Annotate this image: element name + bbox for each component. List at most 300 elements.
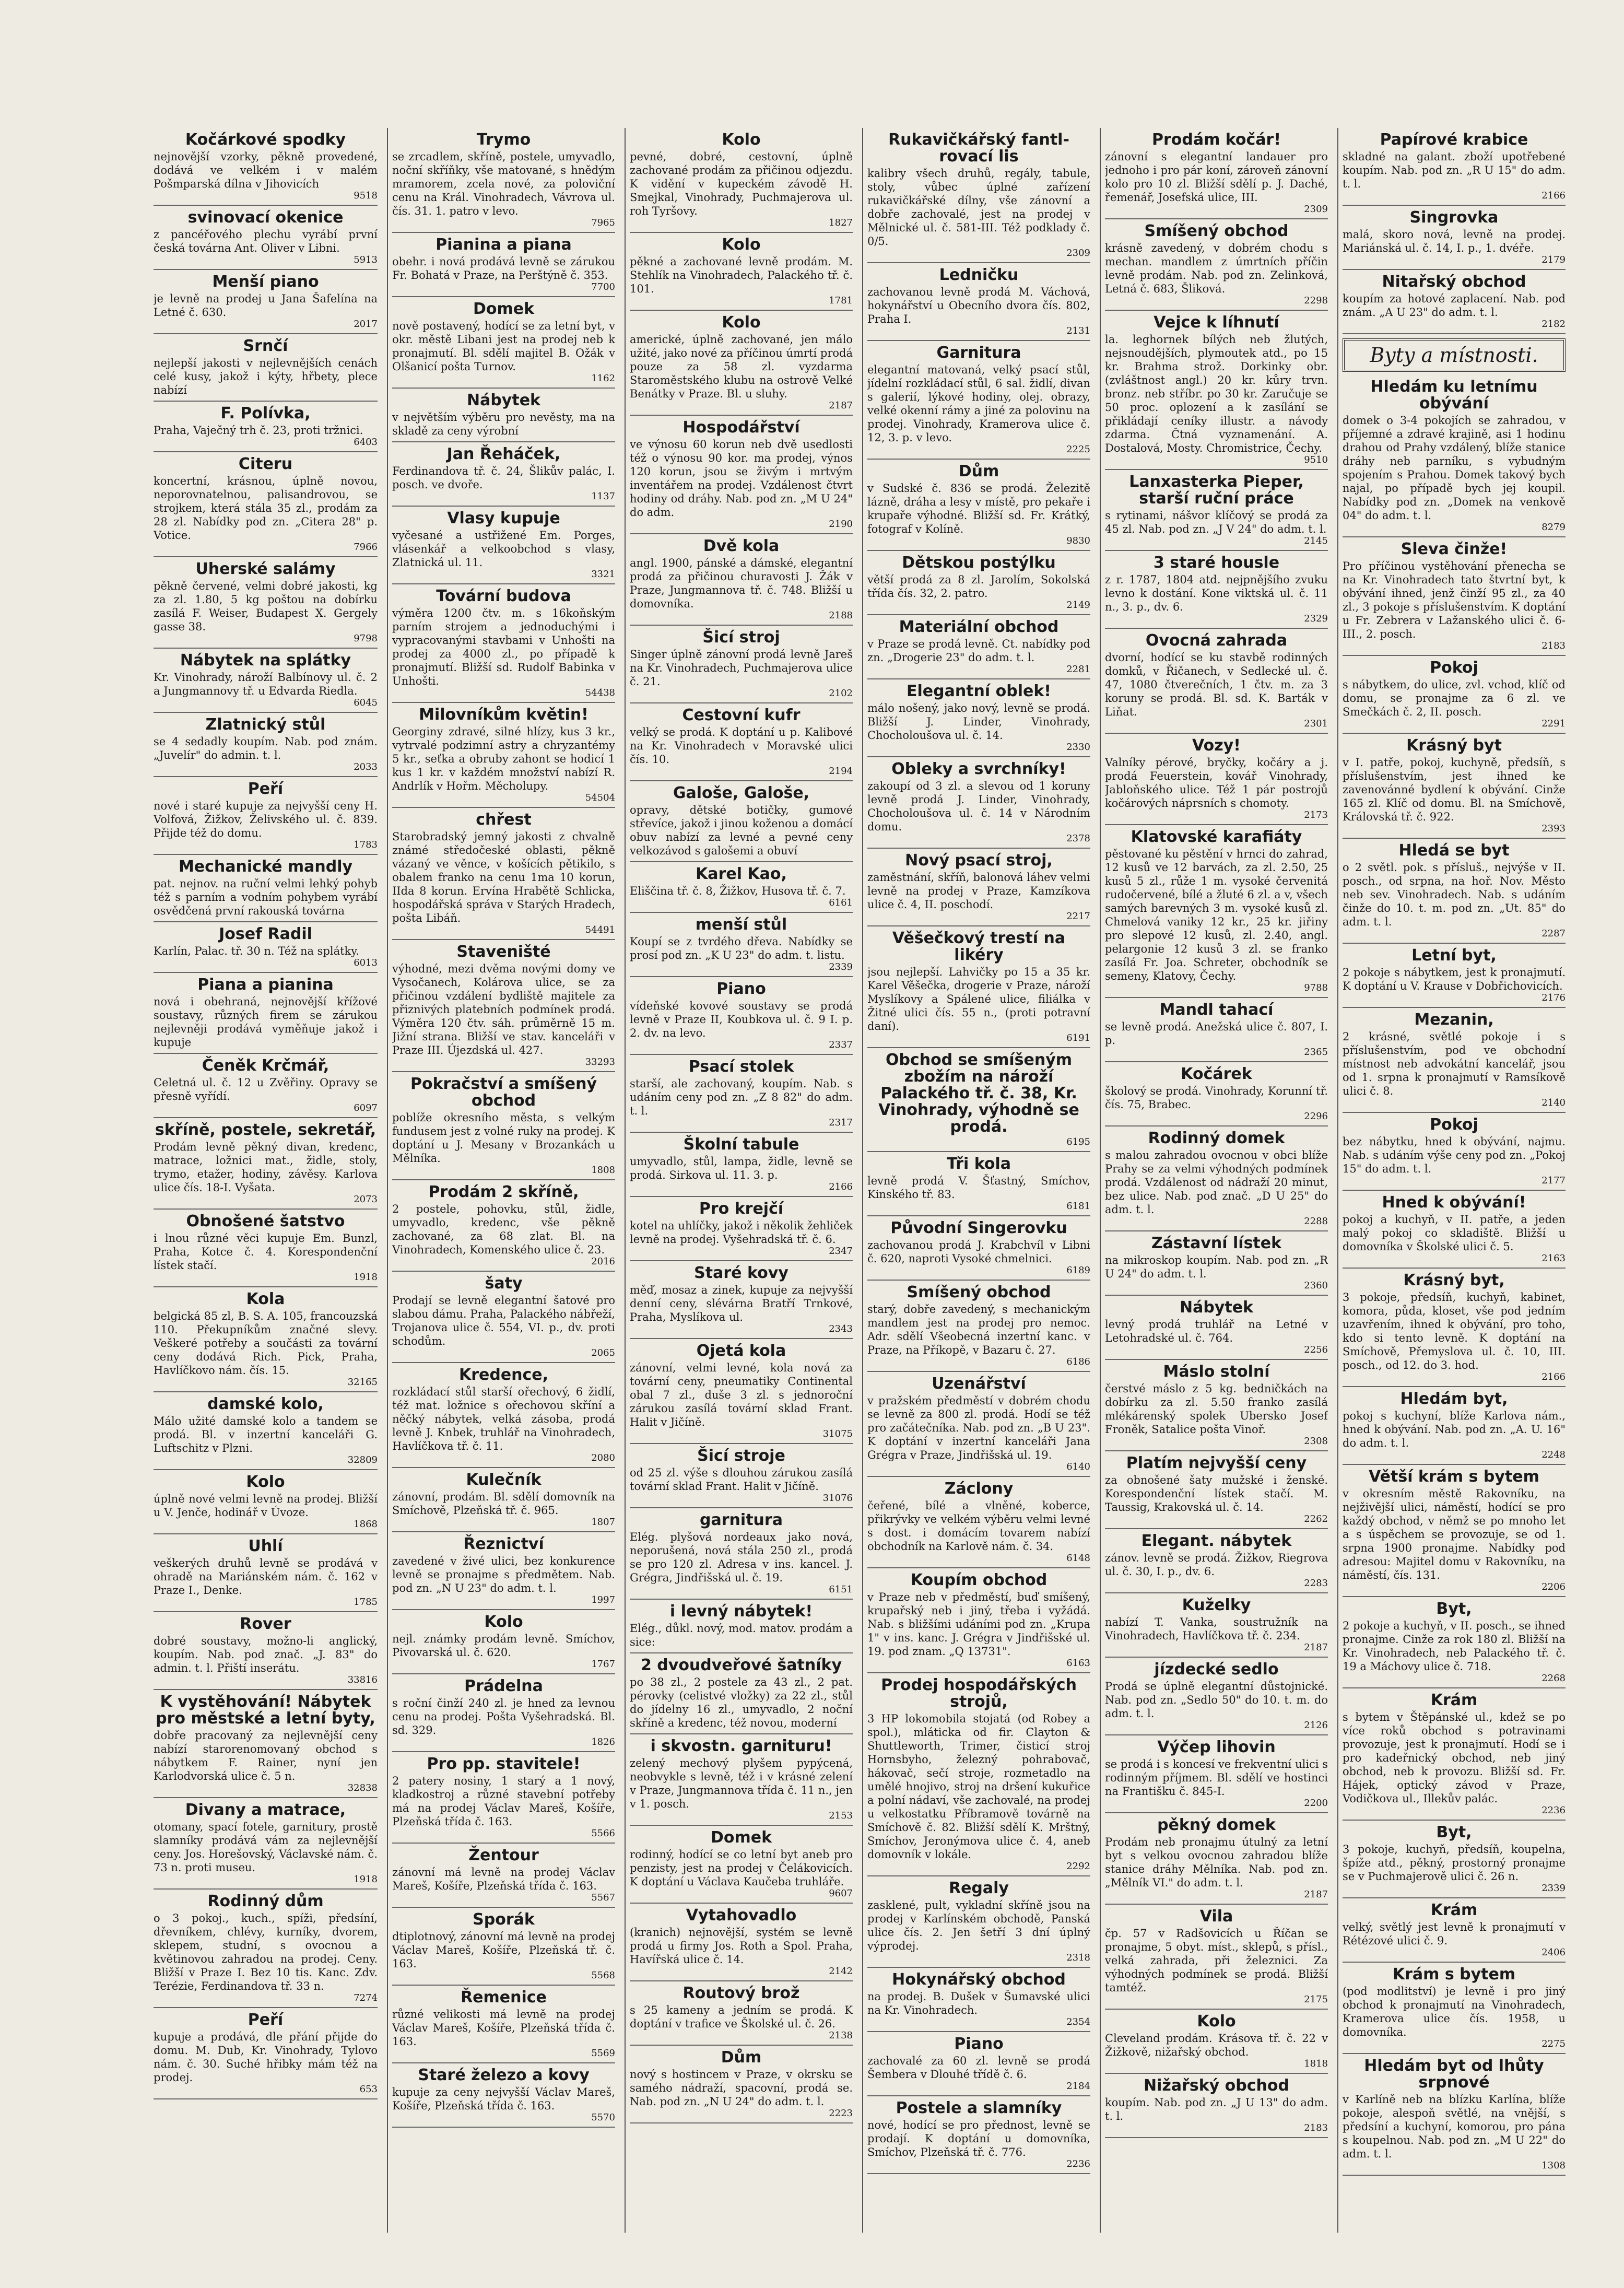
- classified-ad: [154, 1534, 378, 1612]
- ad-text: Elég., důkl. nový, mod. matov. prodám a sice:: [630, 1622, 853, 1648]
- ad-heading: Tři kola: [947, 1155, 1011, 1173]
- ad-text: Praha, Vaječný trh č. 23, proti tržnici.: [154, 424, 363, 437]
- ad-text: v okresním městě Rakovníku, na nejživější ulici, náměstí, hodící se pro každý obchod, v němž se po mnoho let a s úspěchem se provozuje, se od 1. srpna 1900 pronajme. Nabídky pod adresou: Majitel domu v Rakovníku, na náměstí, čís. 131.: [1343, 1487, 1566, 1581]
- classified-ad: [392, 1363, 615, 1468]
- classified-ad: [630, 913, 853, 977]
- ad-number: 2183: [1304, 2122, 1328, 2133]
- ad-heading: Elegant. nábytek: [1141, 1532, 1292, 1550]
- ad-number: 54491: [585, 924, 615, 935]
- ad-text: se levně prodá. Anežská ulice č. 807, I. p.: [1105, 1020, 1328, 1047]
- classified-ad: [154, 206, 378, 270]
- ad-heading: Dům: [721, 2048, 762, 2067]
- ad-heading: Cestovní kufr: [682, 706, 801, 724]
- ad-text: Cleveland prodám. Krásova tř. č. 22 v Žižkově, nižařský obchod.: [1105, 2032, 1328, 2058]
- classified-ad: [867, 1372, 1090, 1477]
- ad-text: pat. nejnov. na ruční velmi lehký pohyb též s parním a vodním pohybem vyrábí osvědčená první rakouská továrna: [154, 877, 378, 917]
- ad-number: 2291: [1541, 718, 1566, 729]
- ad-heading: Kolo: [484, 1613, 523, 1631]
- ad-heading: Krám s bytem: [1392, 1965, 1516, 1984]
- ad-text: v Praze neb v předměstí, buď smíšený, krupařský neb i jiný, třeba i vyžádá. Nab. s bližšími udáními pod zn. „Krupa 1" v ins. kanc. J. Grégra v Jindřišské ul. 19. pod znam. „Q 13731".: [867, 1591, 1090, 1658]
- ad-heading: Záclony: [944, 1480, 1014, 1498]
- ad-heading: Ojetá kola: [696, 1342, 786, 1360]
- ad-number: 33293: [585, 1057, 615, 1067]
- ad-number: 2378: [1066, 833, 1090, 844]
- ad-heading: Vytahovadlo: [686, 1906, 797, 1925]
- ad-number: 2236: [1541, 1805, 1566, 1816]
- classified-ad: [630, 128, 853, 233]
- ad-number: 1781: [829, 295, 853, 306]
- ad-number: 2354: [1066, 2016, 1090, 2027]
- ad-number: 2126: [1304, 1720, 1328, 1731]
- ad-text: výměra 1200 čtv. m. s 16koňským parním strojem a jednoduchými i vypracovanými stavbami v Unhošti na prodej za 4000 zl., po případě k pronajmutí. Bližší sd. Rudolf Babinka v Unhošti.: [392, 607, 615, 687]
- ad-heading: Smíšený obchod: [1144, 222, 1289, 240]
- ad-heading: Hokynářský obchod: [892, 1970, 1066, 1989]
- ad-text: Koupí se z tvrdého dřeva. Nabídky se prosí pod zn. „K U 23" do adm. t. listu.: [630, 935, 853, 961]
- ad-text: levný prodá truhlář na Letné v Letohradské ul. č. 764.: [1105, 1318, 1328, 1344]
- ad-heading: Hned k obývání!: [1382, 1193, 1526, 1212]
- ad-text: zasklené, pult, vykladní skříně jsou na prodej v Karlínském obchodě, Panská ulice čís. 2. Jen šetří 3 dní úplný výprodej.: [867, 1899, 1090, 1952]
- ad-heading: Kredence,: [458, 1366, 549, 1384]
- ad-heading: Vozy!: [1192, 736, 1241, 755]
- classified-ad: [1105, 998, 1328, 1062]
- classified-ad: [630, 977, 853, 1055]
- ad-number: 5568: [591, 1970, 615, 1981]
- ad-text: měď, mosaz a zinek, kupuje za nejvyšší denní ceny, slévárna Bratří Trnkové, Praha, Myslíkova ul.: [630, 1284, 853, 1323]
- ad-number: 32838: [347, 1782, 378, 1793]
- ad-text: la. leghornek bílých neb žlutých, nejsnoudějších, plymoutek atd., po 15 kr. Brahma strož. Dorkinky obr. (zvláštnost angl.) 20 kr. kůry trvn. bronz. neb stříbr. po 30 kr. Zaručuje se 50 proc. oplození a k zasílání se přikládají ceníky illustr. a návody zdarma. Čtná vyznamenání. A. Dostalová, Mosty. Chromistrice, Čechy.: [1105, 333, 1328, 454]
- ad-number: 2194: [829, 766, 853, 777]
- ad-text: kupuje za ceny nejvyšší Václav Mareš, Košíře, Plzeňská třída č. 163.: [392, 2086, 615, 2112]
- ad-text: málo nošený, jako nový, levně se prodá. Bližší J. Linder, Vinohrady, Chocholoušova ul. č. 14.: [867, 702, 1090, 742]
- classified-ad: [392, 442, 615, 507]
- ad-number: 2343: [829, 1323, 853, 1334]
- classified-ad: [1105, 551, 1328, 629]
- ad-number: 2073: [354, 1194, 378, 1205]
- ad-heading: damské kolo,: [207, 1395, 324, 1413]
- classified-ad: [1105, 311, 1328, 470]
- ad-column: [1100, 128, 1332, 2233]
- ad-heading: Zástavní lístek: [1151, 1234, 1282, 1252]
- ad-heading: chřest: [476, 811, 532, 829]
- ad-text: bez nábytku, hned k obývání, najmu. Nab. s udáním výše ceny pod zn. „Pokoj 15" do adm. t. l.: [1343, 1135, 1566, 1175]
- ad-heading: Psací stolek: [688, 1058, 794, 1076]
- ad-text: elegantní matovaná, velký psací stůl, jídelní rozkládací stůl, 6 sal. židlí, divan s galerií, lýkové hodiny, olej. obrazy, velké okenní rámy a jiné za polovinu na prodej. Vinohrady, Kramerova ulice č. 12, 3. p. v levo.: [867, 363, 1090, 444]
- ad-heading: Kolo: [246, 1473, 285, 1491]
- ad-text: Ferdinandova tř. č. 24, Šlikův palác, I. posch. ve dvoře.: [392, 465, 615, 491]
- ad-number: 5570: [591, 2112, 615, 2123]
- ad-number: 9510: [1304, 454, 1328, 465]
- classified-ad: [392, 233, 615, 297]
- ad-text: se 4 sedadly koupím. Nab. pod znám. „Juvelír" do admin. t. l.: [154, 735, 378, 761]
- ad-heading: Kuželky: [1182, 1596, 1251, 1614]
- ad-heading: Školní tabule: [683, 1135, 799, 1154]
- ad-number: 32165: [347, 1377, 378, 1388]
- ad-text: v Karlíně neb na blízku Karlína, blíže pokoje, alespoň světlé, na vnější, s předsíní a kuchyní, komorou, pro pána s koupelnou. Nab. pod zn. „M U 22" do adm. t. l.: [1343, 2093, 1566, 2160]
- ad-column: [387, 128, 619, 2233]
- ad-number: 2142: [829, 1966, 853, 1977]
- ad-text: krásně zavedený, v dobrém chodu s mechan. mandlem z úmrtních příčin levně prodám. Nab. pod zn. Zelinková, Letná č. 683, Šliková.: [1105, 242, 1328, 295]
- ad-heading: Nábytek: [1179, 1298, 1254, 1317]
- ad-heading: svinovací okenice: [187, 208, 344, 227]
- classified-ad: [392, 1272, 615, 1363]
- ad-number: 2283: [1304, 1578, 1328, 1589]
- ad-number: 2184: [1066, 2081, 1090, 2092]
- ad-text: zánovní, velmi levné, kola nová za tovární ceny, pneumatiky Continental obal 7 zl., duše 3 zl. s jednoroční zárukou zasílá tovární sklad Frant. Halit v Jičíně.: [630, 1362, 853, 1428]
- ad-text: o 3 pokoj., kuch., spíži, předsíní, dřevníkem, chlévy, kurníky, dvorem, sklepem, studní, s ovocnou a květinovou zahradou na prodej. Ceny. Bližší v Praze I. Bez 10 tis. Kanc. Zdv. Terézie, Ferdinandova tř. 33 n.: [154, 1912, 378, 1992]
- ad-text: pevné, dobré, cestovní, úplně zachované prodám za přičinou odjezdu. K vidění v kupeckém závodě H. Smejkal, Vinohrady, Puchmajerova ul. roh Tyršovy.: [630, 150, 853, 217]
- ad-heading: Máslo stolní: [1163, 1363, 1270, 1381]
- ad-heading: Domek: [710, 1828, 772, 1847]
- ad-number: 2166: [829, 1181, 853, 1192]
- ad-heading: Nižařský obchod: [1143, 2076, 1289, 2095]
- ad-text: školový se prodá. Vinohrady, Korunní tř. čís. 75, Brabec.: [1105, 1085, 1328, 1111]
- classified-ad: [392, 1908, 615, 1986]
- ad-text: nejlepší jakosti v nejlevnějších cenách celé kusy, jakož i kýty, hřbety, plece nabízí: [154, 357, 378, 396]
- ad-heading: Platím nejvyšší ceny: [1126, 1454, 1307, 1472]
- ad-heading: Nábytek: [466, 391, 541, 409]
- ad-number: 2173: [1304, 809, 1328, 820]
- classified-ad: [867, 926, 1090, 1048]
- ad-heading: Uhlí: [248, 1537, 283, 1555]
- ad-heading: šaty: [485, 1274, 523, 1293]
- ad-heading: Piano: [954, 2035, 1004, 2053]
- ad-number: 1818: [1304, 2058, 1328, 2069]
- ad-number: 2298: [1304, 295, 1328, 306]
- ad-number: 2365: [1304, 1047, 1328, 1058]
- classified-ad: [630, 1653, 853, 1734]
- ad-number: 2248: [1541, 1449, 1566, 1460]
- ad-heading: Sporák: [473, 1910, 535, 1929]
- ad-number: 2292: [1066, 1861, 1090, 1872]
- classified-ad: [154, 649, 378, 713]
- ad-heading: Peří: [248, 2011, 284, 2029]
- ad-heading: Koupím obchod: [910, 1571, 1048, 1589]
- ad-text: je levně na prodej u Jana Šafelína na Letné č. 630.: [154, 292, 378, 319]
- ad-text: úplně nové velmi levně na prodej. Bližší u V. Jenče, hodinář v Úvoze.: [154, 1493, 378, 1519]
- ad-number: 54438: [585, 687, 615, 698]
- classified-ad: [1343, 1963, 1566, 2054]
- ad-heading: Hospodářství: [682, 418, 800, 437]
- classified-ad: [630, 416, 853, 534]
- ad-text: domek o 3-4 pokojích se zahradou, v příjemné a zdravé krajině, asi 1 hodinu drahou od Prahy vzdálený, blíže stanice dráhy neb parníku, s vybudným spojením s Prahou. Domek takový bych najal, po případě bych jej koupil. Nabídky pod zn. „Domek na venkově 04" do adm. t. l.: [1343, 414, 1566, 522]
- ad-heading: Galoše, Galoše,: [673, 784, 810, 802]
- ad-heading: Staré železo a kovy: [418, 2066, 590, 2084]
- ad-number: 2166: [1541, 190, 1566, 201]
- ad-number: 2360: [1304, 1280, 1328, 1291]
- ad-text: v I. patře, pokoj, kuchyně, předsíň, s příslušenstvím, jest ihned ke zavenovánné bydlení k obývání. Cinže 165 zl. Klíč od domu. Bl. na Smíchově, Královská tř. č. 922.: [1343, 756, 1566, 823]
- ad-text: starší, ale zachovaný, koupím. Nab. s udáním ceny pod zn. „Z 8 82" do adm. t. l.: [630, 1077, 853, 1117]
- classified-ad: [392, 703, 615, 808]
- classified-ad: [867, 1673, 1090, 1876]
- ad-number: 9830: [1066, 535, 1090, 546]
- ad-heading: Milovníkům květin!: [419, 706, 589, 724]
- ad-heading: Kočárek: [1181, 1065, 1252, 1083]
- ad-heading: Mezanin,: [1414, 1011, 1494, 1029]
- ad-number: 6181: [1066, 1201, 1090, 1212]
- ad-heading: Kola: [246, 1290, 285, 1308]
- ad-number: 8279: [1541, 522, 1566, 533]
- ad-text: zachovanou levně prodá M. Váchová, hokynářství u Obecního dvora čís. 802, Praha I.: [867, 286, 1090, 325]
- ad-heading: garnitura: [700, 1511, 783, 1529]
- ad-heading: Prodej hospodářských strojů,: [881, 1676, 1077, 1711]
- ad-heading: Obchod se smíšeným zbožím na nároží Palackého tř. č. 38, Kr. Vinohrady, výhodně se prodá.: [878, 1051, 1079, 1136]
- ad-text: čerstvé máslo z 5 kg. bedničkách na dobírku za zl. 5.50 franko zasílá mlékárenský spolek Ubersko Josef Froněk, Satalice pošta Vinoř.: [1105, 1382, 1328, 1436]
- ad-text: v Sudské č. 836 se prodá. Železitě lázně, dráha a lesy v místě, pro pekaře i krupaře výhodné. Bližší sd. Fr. Krátký, fotograf v Kolíně.: [867, 482, 1090, 535]
- ad-text: Elég. plyšová nordeaux jako nová, neporušená, nová stála 250 zl., prodá se pro 120 zl. Adresa v ins. kancel. J. Grégra, Jindřišská ul. č. 19.: [630, 1531, 853, 1584]
- ad-heading: Krám: [1430, 1691, 1478, 1709]
- ad-heading: Garnitura: [936, 344, 1021, 362]
- ad-text: nová i obehraná, nejnovější křížové soustavy, různých firem se zárukou nejlevněji prodává vyměňuje jakož i kupuje: [154, 995, 378, 1049]
- ad-text: 3 pokoje, předsíň, kuchyň, kabinet, komora, půda, kloset, vše pod jedním uzavřením, ihned k obývání, pro toho, kdo si tento levně. K doptání na Smíchově, Přemyslova ul. č. 10, III. posch., od 12. do 3. hod.: [1343, 1291, 1566, 1371]
- ad-heading: F. Polívka,: [220, 404, 311, 423]
- classified-ad: [867, 757, 1090, 849]
- ad-number: 33816: [347, 1674, 378, 1685]
- ad-number: 2206: [1541, 1581, 1566, 1592]
- ad-text: nejnovější vzorky, pěkně provedené, dodává ve velkém i v malém Pošmparská dílna v Jihovicích: [154, 150, 378, 190]
- ad-number: 2065: [591, 1347, 615, 1358]
- classified-ad: [154, 1054, 378, 1118]
- classified-ad: [392, 940, 615, 1072]
- ad-text: Prodají se levně elegantní šatové pro slabou dámu. Praha, Palackého nábřeží, Trojanova ulice č. 554, VI. p., dv. proti schodům.: [392, 1294, 615, 1347]
- classified-ad: [630, 1826, 853, 1904]
- classified-ad: [1343, 206, 1566, 270]
- classified-ad: [1343, 656, 1566, 734]
- ad-text: Eliščina tř. č. 8, Žižkov, Husova tř. č. 7.: [630, 885, 846, 897]
- ad-text: zakoupí od 3 zl. a slevou od 1 koruny levně prodá J. Linder, Vinohrady, Chocholoušova ul. č. 14 v Národním domu.: [867, 780, 1090, 833]
- ad-heading: Nitařský obchod: [1382, 273, 1526, 291]
- ad-number: 2275: [1541, 2038, 1566, 2049]
- ad-number: 6186: [1066, 1356, 1090, 1367]
- ad-heading: Rover: [240, 1615, 291, 1633]
- ad-text: 2 pokoje s nábytkem, jest k pronajmutí. K doptání u V. Krause v Dobřichovicích.: [1343, 966, 1566, 992]
- ad-heading: Singrovka: [1409, 208, 1499, 227]
- classified-ad: [1343, 1688, 1566, 1821]
- ad-number: 2347: [829, 1246, 853, 1257]
- classified-ad: [154, 1612, 378, 1690]
- ad-text: velký se prodá. K doptání u p. Kalibové na Kr. Vinohradech v Moravské ulici čís. 10.: [630, 726, 853, 766]
- ad-heading: Prodám 2 skříně,: [428, 1183, 579, 1201]
- ad-heading: Dvě kola: [703, 537, 780, 555]
- ad-text: zachovanou prodá J. Krabchvíl v Libni č. 620, naproti Vysoké chmelnici.: [867, 1239, 1090, 1265]
- ad-heading: Rukavičkářský fantl-rovací lis: [888, 131, 1069, 166]
- ad-number: 1308: [1541, 2160, 1566, 2171]
- ad-number: 2187: [829, 400, 853, 411]
- classified-ad: [154, 713, 378, 777]
- ad-text: vídeňské kovové soustavy se prodá levně v Praze II, Koubkova ul. č. 9 I. p. 2. dv. na levo.: [630, 1000, 853, 1039]
- ad-number: 1785: [354, 1597, 378, 1608]
- ad-number: 2339: [1541, 1883, 1566, 1894]
- classified-ad: [1343, 1191, 1566, 1269]
- classified-ad: [630, 311, 853, 416]
- ad-heading: Uherské salámy: [195, 560, 336, 578]
- classified-ad: [1105, 1529, 1328, 1593]
- ad-heading: Zlatnický stůl: [205, 715, 326, 734]
- classified-ad: [392, 808, 615, 940]
- ad-heading: Krásný byt,: [1403, 1271, 1505, 1289]
- classified-ad: [867, 1568, 1090, 1673]
- ad-heading: Routový brož: [682, 1984, 800, 2002]
- ad-text: rodinný, hodící se co letní byt aneb pro penzisty, jest na prodej v Čelákovicích. K doptání u Václava Kaučeba truhláře.: [630, 1848, 853, 1888]
- ad-text: se prodá i s koncesí ve frekventní ulici s rodinným příjmem. Bl. sdělí ve hostinci na Františku č. 845-I.: [1105, 1758, 1328, 1798]
- ad-number: 9518: [354, 190, 378, 201]
- classified-ad: [630, 1055, 853, 1133]
- ad-text: dobré soustavy, možno-li anglický, koupím. Nab. pod znač. „J. 83" do admin. t. l. Přiští inserátu.: [154, 1635, 378, 1674]
- classified-ad: [1343, 270, 1566, 334]
- ad-heading: Srnčí: [243, 337, 288, 355]
- ad-heading: Hledám ku letnímu obývání: [1370, 378, 1538, 413]
- ad-heading: Josef Radil: [219, 925, 312, 943]
- ad-heading: Kolo: [1197, 2012, 1236, 2031]
- ad-number: 2179: [1541, 254, 1566, 265]
- ad-number: 2309: [1304, 204, 1328, 215]
- ad-heading: Kočárkové spodky: [185, 131, 346, 149]
- classified-ad: [154, 1798, 378, 1890]
- ad-number: 2339: [829, 961, 853, 972]
- ad-heading: Dětskou postýlku: [902, 554, 1056, 572]
- ad-number: 6403: [354, 437, 378, 448]
- classified-ad: [1105, 1593, 1328, 1658]
- ad-heading: Pokračství a smíšený obchod: [410, 1075, 597, 1110]
- classified-ad: [630, 1600, 853, 1653]
- classified-ad: [1105, 1905, 1328, 2010]
- classified-ad: [630, 1261, 853, 1339]
- classified-ad: [630, 626, 853, 703]
- ad-heading: Mechanické mandly: [178, 858, 353, 876]
- ad-text: pěstované ku pěstění v hrnci do zahrad, 12 kusů ve 12 barvách, za zl. 2.50, 25 kusů 5 zl., růže 1 m. vysoké červenitá rudočervené, bílé a žluté 6 zl. a v, všech samých barevných 3 m. vysoké kusů zl. Chmelová vaniky 12 kr., 25 kr. jiřiny pro slepové 12 kusů, zl. 2.40, angl. pelargonie 12 kusů 3 zl. se franko zasílá Fr. Joa. Schreter, obchodník se semeny, Klatovy, Čechy.: [1105, 848, 1328, 982]
- ad-heading: Vlasy kupuje: [447, 509, 560, 527]
- ad-heading: Citeru: [238, 455, 293, 473]
- ad-heading: Lanxasterka Pieper, starší ruční práce: [1129, 473, 1304, 508]
- classified-ad: [392, 2063, 615, 2128]
- ad-number: 5567: [591, 1892, 615, 1903]
- ad-text: pěkné a zachované levně prodám. M. Stehlík na Vinohradech, Palackého tř. č. 101.: [630, 255, 853, 295]
- classified-ad: [392, 1844, 615, 1908]
- ad-heading: Staré kovy: [694, 1264, 789, 1282]
- ad-column: [1337, 128, 1570, 2233]
- classified-ad: [1343, 944, 1566, 1008]
- ad-text: v Praze se prodá levně. Ct. nabídky pod zn. „Drogerie 23" do adm. t. l.: [867, 638, 1090, 664]
- classified-ad: [154, 1392, 378, 1470]
- classified-ad: [1343, 1465, 1566, 1597]
- ad-heading: Obleky a svrchníky!: [891, 760, 1066, 778]
- ad-text: zánov. levně se prodá. Žižkov, Riegrova ul. č. 30, I. p., dv. 6.: [1105, 1552, 1328, 1578]
- ad-number: 5569: [591, 2048, 615, 2059]
- ad-text: 2 patery nosiny, 1 starý a 1 nový, kladkostroj a různé stavební potřeby má na prodej Václav Mareš, Košíře, Plzeňská třída č. 163.: [392, 1775, 615, 1828]
- ad-text: ve výnosu 60 korun neb dvě usedlosti též o výnosu 90 kor. ma prodej, výnos 120 korun, jsou se živým i mrtvým inventářem na prodej. Vzdálenost čtvrt hodiny od dráhy. Nab. pod zn. „M U 24" do adm.: [630, 438, 853, 519]
- ad-text: s nábytkem, do ulice, zvl. vchod, klíč od domu, se pronajme za 6 zl. ve Smečkách č. 2, II. posch.: [1343, 678, 1566, 718]
- ad-number: 2102: [829, 688, 853, 699]
- ad-heading: Obnošené šatstvo: [186, 1212, 345, 1230]
- ad-text: obehr. i nová prodává levně se zárukou Fr. Bohatá v Praze, na Perštýně č. 353.: [392, 255, 615, 281]
- ad-text: z r. 1787, 1804 atd. nejpnějšího zvuku levno k dostání. Kone viktská ul. č. 11 n., 3. p., dv. 6.: [1105, 573, 1328, 613]
- ad-number: 2288: [1304, 1216, 1328, 1227]
- ad-number: 31076: [822, 1493, 853, 1504]
- ad-text: Prodá se úplně elegantní důstojnické. Nab. pod zn. „Sedlo 50" do 10. t. m. do adm. t. l.: [1105, 1680, 1328, 1720]
- classified-ad: [630, 1904, 853, 1981]
- ad-number: 7274: [354, 1992, 378, 2003]
- ad-heading: Původní Singerovku: [890, 1219, 1067, 1237]
- ad-text: Kr. Vinohrady, nároží Balbínovy ul. č. 2 a Jungmannovy tř. u Edvarda Riedla.: [154, 671, 378, 697]
- ad-heading: Elegantní oblek!: [907, 682, 1051, 700]
- ad-text: kalibry všech druhů, regály, tabule, stoly, vůbec úplné zařízení rukavičkářské dílny, vše zánovní a dobře zachovalé, jest na prodej v Mělnické ul. č. 581-III. Též podklady č. 0/5.: [867, 167, 1090, 248]
- classified-ad: [154, 557, 378, 649]
- ad-text: umyvadlo, stůl, lampa, židle, levně se prodá. Sirkova ul. 11. 3. p.: [630, 1155, 853, 1181]
- classified-ad: [630, 703, 853, 781]
- ad-text: větší prodá za 8 zl. Jarolím, Sokolská třída čís. 32, 2. patro.: [867, 573, 1090, 600]
- ad-number: 1767: [591, 1659, 615, 1670]
- ad-number: 31075: [822, 1428, 853, 1439]
- ad-text: kupuje a prodává, dle přání přijde do domu. M. Dub, Kr. Vinohrady, Tylovo nám. č. 30. Suché hřibky mám též na prodej.: [154, 2031, 378, 2084]
- classified-ad: [1343, 537, 1566, 656]
- ad-text: skladné na galant. zboží upotřebené koupím. Nab. pod zn. „R U 15" do adm. t. l.: [1343, 150, 1566, 190]
- ad-heading: Byt,: [1436, 1600, 1472, 1618]
- ad-text: nabízí T. Vanka, soustružník na Vinohradech, Havlíčkova tř. č. 234.: [1105, 1616, 1328, 1642]
- ad-text: jsou nejlepší. Lahvičky po 15 a 35 kr. Karel Věšečka, drogerie v Praze, nároží Myslíkovy a Spálené ulice, filiálka v Žitné ulici čís. 55 n., (proti potravní daní).: [867, 966, 1090, 1032]
- ad-column: [149, 128, 382, 2233]
- ad-text: na mikroskop koupím. Nab. pod zn. „R U 24" do adm. t. l.: [1105, 1254, 1328, 1280]
- classified-ad: [1105, 825, 1328, 998]
- ad-text: veškerých druhů levně se prodává v ohradě na Mariánském nám. č. 162 v Praze I., Denke.: [154, 1557, 378, 1597]
- ad-heading: Vila: [1199, 1907, 1233, 1926]
- ad-number: 1997: [591, 1594, 615, 1605]
- ad-text: nové, hodící se pro přednost, levně se prodají. K doptání u domovníka, Smíchov, Plzeňská tř. č. 776.: [867, 2119, 1090, 2158]
- ad-heading: K vystěhování! Nábytek pro městské a letní byty,: [156, 1693, 375, 1728]
- ad-number: 6191: [1066, 1032, 1090, 1043]
- ad-number: 7965: [591, 217, 615, 228]
- ad-number: 2217: [1066, 911, 1090, 922]
- classified-ad: [1105, 1062, 1328, 1127]
- ad-text: po 38 zl., 2 postele za 43 zl., 2 pat. pérovky (celistvé vložky) za 22 zl., stůl do jídelny 16 zl., umyvadlo, 2 noční skříně a kredenc, též novou, moderní: [630, 1676, 853, 1729]
- ad-text: výhodné, mezi dvěma novými domy ve Vysočanech, Kolárova ulice, se za přičinou vzdálení bydliště majitele za přiznivých platebních podmínek prodá. Výměra 120 čtv. sáh. průměrně 15 m. Jižní strana. Bližší ve stav. kanceláři v Praze III. Újezdská ul. 427.: [392, 963, 615, 1057]
- ad-heading: Věšečkový trestí na likéry: [892, 929, 1066, 964]
- ad-text: 2 postele, pohovku, stůl, židle, umyvadlo, kredenc, vše pěkně zachované, za 68 zlat. Bl. na Vinohradech, Komenského ulice č. 23.: [392, 1203, 615, 1256]
- ad-heading: Domek: [473, 300, 535, 318]
- ad-number: 2308: [1304, 1436, 1328, 1447]
- ad-heading: pěkný domek: [1157, 1816, 1276, 1834]
- classified-ad: [154, 402, 378, 452]
- ad-heading: Hledá se byt: [1398, 841, 1510, 860]
- classified-ad: [154, 334, 378, 402]
- ad-number: 6161: [829, 897, 853, 908]
- ad-text: Karlín, Palac. tř. 30 n. Též na splátky.: [154, 945, 360, 957]
- ad-heading: Letní byt,: [1411, 946, 1497, 965]
- ad-text: čp. 57 v Radšovicích u Říčan se pronajme, 5 obyt. míst., sklepů, s přísl., velká zahrada, při železnici. Za výhodných podmínek se prodá. Bližší tamtéž.: [1105, 1927, 1328, 1994]
- ad-heading: Nový psací stroj,: [905, 851, 1053, 870]
- ad-heading: Pokoj: [1430, 1116, 1478, 1134]
- ad-number: 2140: [1541, 1097, 1566, 1108]
- ad-text: dvorní, hodící se ku stavbě rodinných domků, v Řičanech, v Sedlecké ul. č. 47, 1080 čtverečních, 1 čtv. m. za 3 koruny se prodá. Bl. sd. K. Barták v Liňat.: [1105, 651, 1328, 718]
- classified-ad: [154, 922, 378, 973]
- ad-heading: Kolo: [722, 313, 761, 332]
- ad-heading: i skvostn. garnituru!: [650, 1737, 832, 1755]
- classified-ad: [867, 263, 1090, 341]
- ad-text: zelený mechový plyšem pypýcená, neobvykle s levně, též i v krásné zelení v Praze, Jungmannova třída č. 11 n., jen v 1. posch.: [630, 1757, 853, 1810]
- classified-ad: [867, 2096, 1090, 2174]
- ad-text: velký, světlý jest levně k pronajmutí v Rétézové ulici č. 9.: [1343, 1921, 1566, 1947]
- ad-number: 1783: [354, 839, 378, 850]
- ad-number: 2182: [1541, 319, 1566, 330]
- ad-text: 2 pokoje a kuchyň, v II. posch., se ihned pronajme. Cinže za rok 180 zl. Bližší na Kr. Vinohradech, neb Palackého tř. č. 19 a Máchovy ulice č. 718.: [1343, 1620, 1566, 1673]
- ad-text: zavedené v živé ulici, bez konkurence levně se pronajme s předmětem. Nab. pod zn. „N U 23" do adm. t. l.: [392, 1555, 615, 1594]
- ad-text: v největším výběru pro nevěsty, ma na skladě za ceny výrobní: [392, 411, 615, 437]
- ad-number: 2296: [1304, 1111, 1328, 1122]
- ad-heading: Dům: [958, 462, 999, 480]
- classified-ad: [867, 341, 1090, 460]
- classified-ad: [1105, 1658, 1328, 1735]
- classified-ad: [392, 1752, 615, 1844]
- ad-heading: Šicí stroje: [697, 1447, 785, 1465]
- classified-ad: [154, 1118, 378, 1210]
